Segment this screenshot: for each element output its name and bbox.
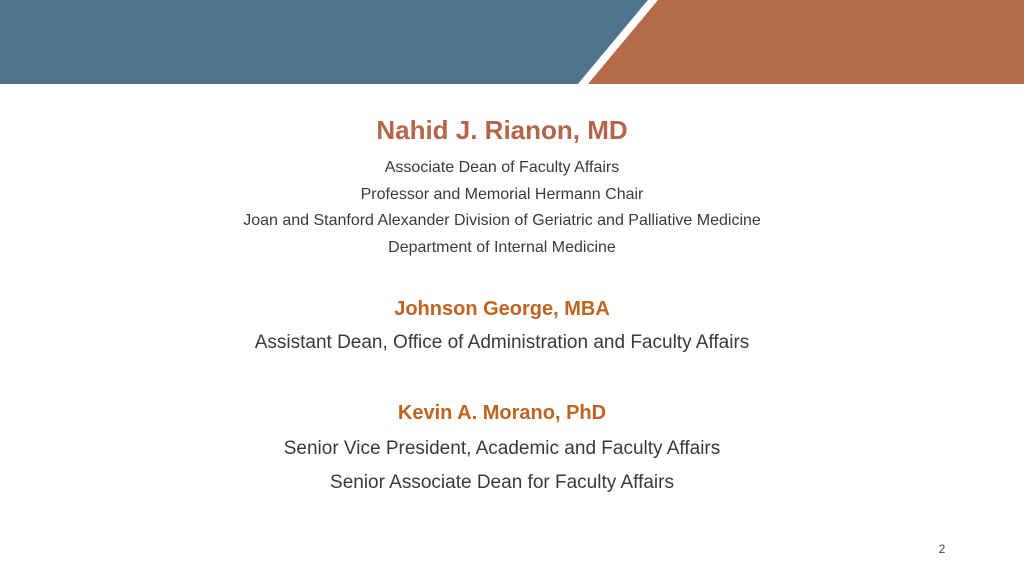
person-rianon-title-2: Professor and Memorial Hermann Chair (360, 186, 644, 203)
banner-blue-panel (0, 0, 648, 84)
person-rianon-title-4: Department of Internal Medicine (388, 239, 616, 256)
person-george-title-1: Assistant Dean, Office of Administration and Faculty Affairs (254, 332, 750, 353)
banner-orange-panel (588, 0, 1024, 84)
header-banner (0, 0, 1024, 84)
person-morano-title-1: Senior Vice President, Academic and Faculty Affairs (283, 438, 721, 459)
person-morano-name: Kevin A. Morano, PhD (397, 402, 607, 424)
person-rianon-title-1: Associate Dean of Faculty Affairs (384, 159, 620, 176)
person-george-name: Johnson George, MBA (394, 298, 610, 320)
person-morano-title-2: Senior Associate Dean for Faculty Affairs (330, 472, 674, 493)
person-rianon-title-3: Joan and Stanford Alexander Division of Geriatric and Palliative Medicine (243, 212, 761, 229)
page-number: 2 (938, 542, 946, 556)
person-rianon-name: Nahid J. Rianon, MD (376, 115, 628, 145)
